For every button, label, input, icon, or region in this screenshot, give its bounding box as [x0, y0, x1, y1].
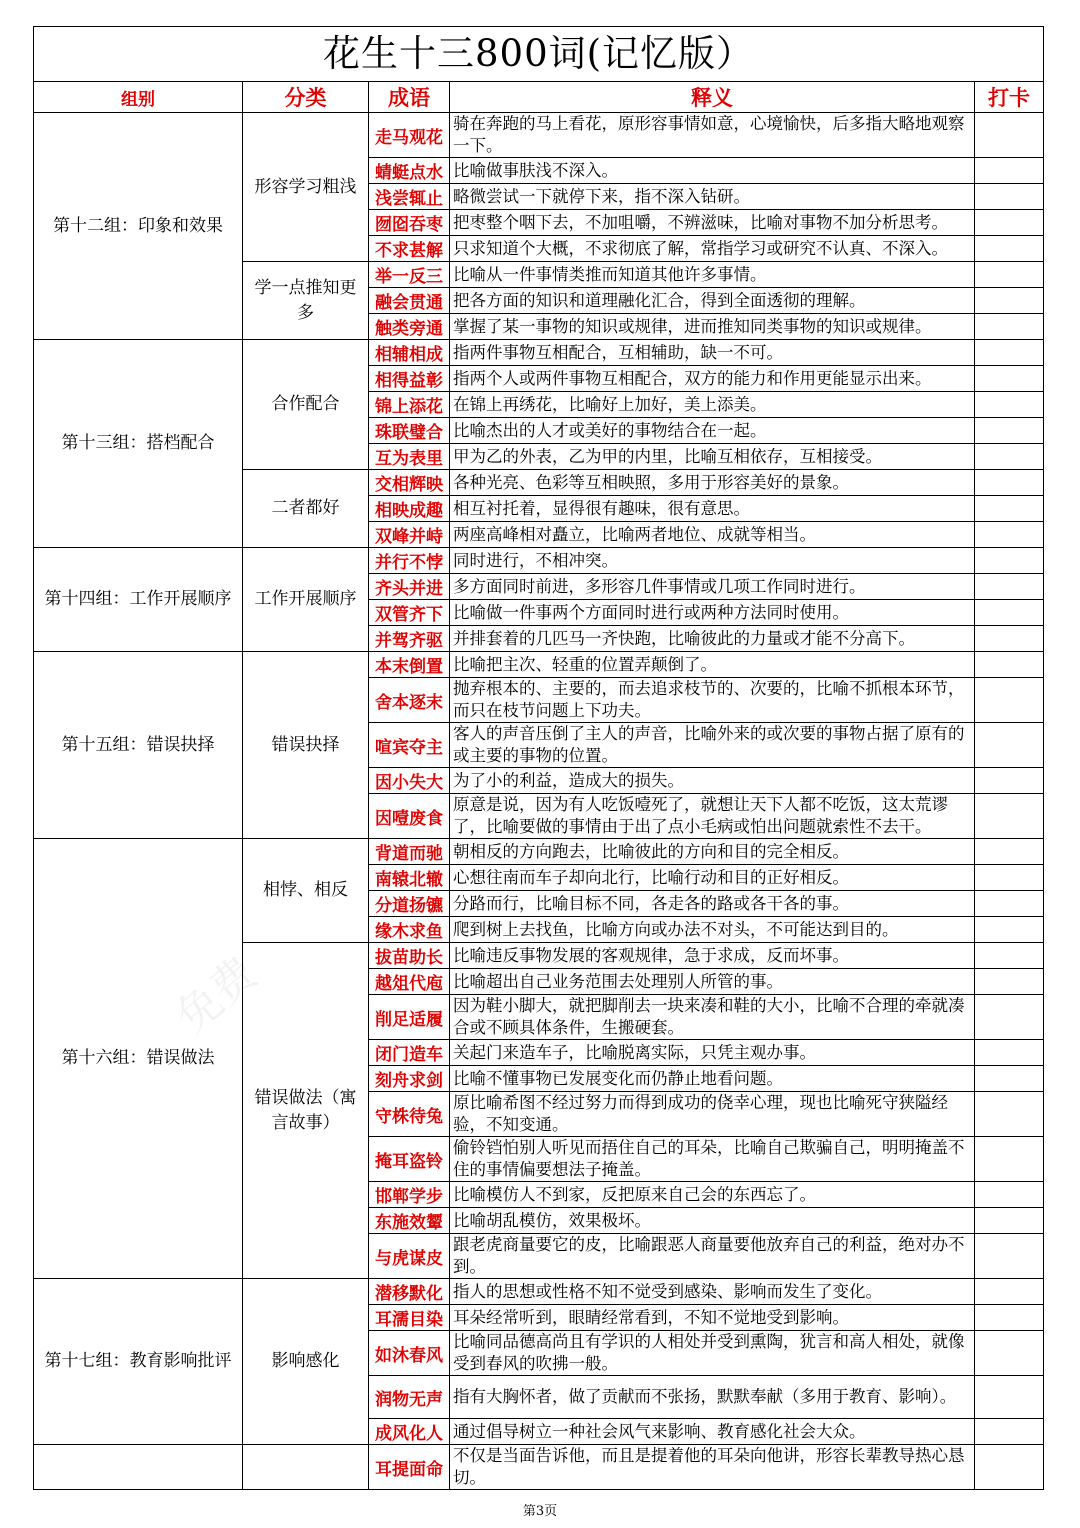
- idiom-table: [33, 26, 1044, 1490]
- table-row: [34, 652, 1044, 678]
- meaning-cell: 各种光亮、色彩等互相映照，多用于形容美好的景象。: [450, 470, 975, 496]
- category-cell: 工作开展顺序: [243, 548, 369, 652]
- idiom-cell: 锦上添花: [369, 392, 450, 418]
- meaning-cell: 在锦上再绣花，比喻好上加好，美上添美。: [450, 392, 975, 418]
- meaning-cell: 相互衬托着，显得很有趣味，很有意思。: [450, 496, 975, 522]
- meaning-cell: 比喻同品德高尚且有学识的人相处并受到熏陶，犹言和高人相处，就像受到春风的吹拂一般。: [450, 1331, 975, 1376]
- idiom-cell: 东施效颦: [369, 1208, 450, 1234]
- idiom-cell: 如沐春风: [369, 1331, 450, 1376]
- idiom-cell: 耳提面命: [369, 1445, 450, 1490]
- meaning-cell: 并排套着的几匹马一齐快跑，比喻彼此的力量或才能不分高下。: [450, 626, 975, 652]
- check-cell[interactable]: [975, 418, 1044, 444]
- meaning-cell: 比喻把主次、轻重的位置弄颠倒了。: [450, 652, 975, 678]
- check-cell[interactable]: [975, 1234, 1044, 1279]
- check-cell[interactable]: [975, 794, 1044, 839]
- idiom-cell: 走马观花: [369, 113, 450, 158]
- meaning-cell: 心想往南而车子却向北行，比喻行动和目的正好相反。: [450, 865, 975, 891]
- meaning-cell: 客人的声音压倒了主人的声音，比喻外来的或次要的事物占据了原有的或主要的事物的位置。: [450, 723, 975, 768]
- check-cell[interactable]: [975, 943, 1044, 969]
- idiom-cell: 浅尝辄止: [369, 184, 450, 210]
- category-cell: 影响感化: [243, 1279, 369, 1445]
- check-cell[interactable]: [975, 574, 1044, 600]
- check-cell[interactable]: [975, 969, 1044, 995]
- meaning-cell: 指有大胸怀者，做了贡献而不张扬，默默奉献（多用于教育、影响）。: [450, 1376, 975, 1419]
- header-category: 分类: [243, 82, 369, 113]
- idiom-cell: 相辅相成: [369, 340, 450, 366]
- meaning-cell: 偷铃铛怕别人听见而捂住自己的耳朵，比喻自己欺骗自己，明明掩盖不住的事情偏要想法子掩盖。: [450, 1137, 975, 1182]
- check-cell[interactable]: [975, 496, 1044, 522]
- meaning-cell: 同时进行，不相冲突。: [450, 548, 975, 574]
- meaning-cell: 指两件事物互相配合，互相辅助，缺一不可。: [450, 340, 975, 366]
- meaning-cell: 分路而行，比喻目标不同，各走各的路或各干各的事。: [450, 891, 975, 917]
- group-cell: 第十三组：搭档配合: [34, 340, 243, 548]
- table-row: [34, 548, 1044, 574]
- check-cell[interactable]: [975, 1331, 1044, 1376]
- idiom-cell: 削足适履: [369, 995, 450, 1040]
- category-cell: [243, 1445, 369, 1490]
- check-cell[interactable]: [975, 1182, 1044, 1208]
- idiom-cell: 交相辉映: [369, 470, 450, 496]
- idiom-cell: 与虎谋皮: [369, 1234, 450, 1279]
- table-row: [34, 839, 1044, 865]
- check-cell[interactable]: [975, 366, 1044, 392]
- idiom-cell: 分道扬镳: [369, 891, 450, 917]
- meaning-cell: 掌握了某一事物的知识或规律，进而推知同类事物的知识或规律。: [450, 314, 975, 340]
- idiom-cell: 互为表里: [369, 444, 450, 470]
- check-cell[interactable]: [975, 1040, 1044, 1066]
- check-cell[interactable]: [975, 1305, 1044, 1331]
- category-cell: 二者都好: [243, 470, 369, 548]
- idiom-cell: 因小失大: [369, 768, 450, 794]
- meaning-cell: 比喻违反事物发展的客观规律，急于求成，反而坏事。: [450, 943, 975, 969]
- table-row: [34, 340, 1044, 366]
- check-cell[interactable]: [975, 865, 1044, 891]
- group-cell: 第十四组：工作开展顺序: [34, 548, 243, 652]
- meaning-cell: 甲为乙的外表，乙为甲的内里，比喻互相依存，互相接受。: [450, 444, 975, 470]
- group-cell: 第十六组：错误做法: [34, 839, 243, 1279]
- group-cell: [34, 1445, 243, 1490]
- meaning-cell: 因为鞋小脚大，就把脚削去一块来凑和鞋的大小，比喻不合理的牵就凑合或不顾具体条件，生搬硬套。: [450, 995, 975, 1040]
- idiom-cell: 越俎代庖: [369, 969, 450, 995]
- idiom-cell: 因噎废食: [369, 794, 450, 839]
- page-number: 第3页: [522, 1504, 558, 1519]
- page-title: 花生十三800词(记忆版）: [34, 27, 1044, 82]
- meaning-cell: 比喻杰出的人才或美好的事物结合在一起。: [450, 418, 975, 444]
- idiom-cell: 拔苗助长: [369, 943, 450, 969]
- idiom-cell: 掩耳盗铃: [369, 1137, 450, 1182]
- check-cell[interactable]: [975, 839, 1044, 865]
- table-row: [34, 1445, 1044, 1490]
- meaning-cell: 通过倡导树立一种社会风气来影响、教育感化社会大众。: [450, 1419, 975, 1445]
- idiom-cell: 不求甚解: [369, 236, 450, 262]
- check-cell[interactable]: [975, 184, 1044, 210]
- check-cell[interactable]: [975, 210, 1044, 236]
- meaning-cell: 跟老虎商量要它的皮，比喻跟恶人商量要他放弃自己的利益，绝对办不到。: [450, 1234, 975, 1279]
- group-cell: 第十二组：印象和效果: [34, 113, 243, 340]
- meaning-cell: 把各方面的知识和道理融化汇合，得到全面透彻的理解。: [450, 288, 975, 314]
- category-cell: 形容学习粗浅: [243, 113, 369, 262]
- meaning-cell: 比喻不懂事物已发展变化而仍静止地看问题。: [450, 1066, 975, 1092]
- category-cell: 相悖、相反: [243, 839, 369, 943]
- idiom-cell: 成风化人: [369, 1419, 450, 1445]
- table-row: [34, 1279, 1044, 1305]
- meaning-cell: 两座高峰相对矗立，比喻两者地位、成就等相当。: [450, 522, 975, 548]
- idiom-cell: 齐头并进: [369, 574, 450, 600]
- category-cell: 合作配合: [243, 340, 369, 470]
- watermark: 免费: [166, 947, 267, 1044]
- header-meaning: 释义: [450, 82, 975, 113]
- idiom-cell: 本末倒置: [369, 652, 450, 678]
- meaning-cell: 原意是说，因为有人吃饭噎死了，就想让天下人都不吃饭，这太荒谬了，比喻要做的事情由于出了点小毛病或怕出问题就索性不去干。: [450, 794, 975, 839]
- check-cell[interactable]: [975, 522, 1044, 548]
- meaning-cell: 把枣整个咽下去，不加咀嚼，不辨滋味，比喻对事物不加分析思考。: [450, 210, 975, 236]
- check-cell[interactable]: [975, 626, 1044, 652]
- idiom-cell: 喧宾夺主: [369, 723, 450, 768]
- idiom-cell: 相得益彰: [369, 366, 450, 392]
- meaning-cell: 抛弃根本的、主要的，而去追求枝节的、次要的，比喻不抓根本环节，而只在枝节问题上下功夫。: [450, 678, 975, 723]
- idiom-cell: 守株待兔: [369, 1092, 450, 1137]
- meaning-cell: 比喻胡乱模仿，效果极坏。: [450, 1208, 975, 1234]
- table-body: [34, 113, 1044, 1490]
- check-cell[interactable]: [975, 470, 1044, 496]
- check-cell[interactable]: [975, 236, 1044, 262]
- meaning-cell: 朝相反的方向跑去，比喻彼此的方向和目的完全相反。: [450, 839, 975, 865]
- idiom-cell: 并行不悖: [369, 548, 450, 574]
- check-cell[interactable]: [975, 158, 1044, 184]
- idiom-cell: 南辕北辙: [369, 865, 450, 891]
- idiom-cell: 耳濡目染: [369, 1305, 450, 1331]
- check-cell[interactable]: [975, 723, 1044, 768]
- idiom-cell: 举一反三: [369, 262, 450, 288]
- check-cell[interactable]: [975, 340, 1044, 366]
- meaning-cell: 骑在奔跑的马上看花，原形容事情如意，心境愉快，后多指大略地观察一下。: [450, 113, 975, 158]
- idiom-cell: 融会贯通: [369, 288, 450, 314]
- idiom-cell: 触类旁通: [369, 314, 450, 340]
- check-cell[interactable]: [975, 1208, 1044, 1234]
- idiom-cell: 双峰并峙: [369, 522, 450, 548]
- group-cell: 第十七组：教育影响批评: [34, 1279, 243, 1445]
- check-cell[interactable]: [975, 600, 1044, 626]
- check-cell[interactable]: [975, 288, 1044, 314]
- idiom-cell: 刻舟求剑: [369, 1066, 450, 1092]
- meaning-cell: 关起门来造车子，比喻脱离实际，只凭主观办事。: [450, 1040, 975, 1066]
- idiom-cell: 并驾齐驱: [369, 626, 450, 652]
- check-cell[interactable]: [975, 392, 1044, 418]
- check-cell[interactable]: [975, 768, 1044, 794]
- meaning-cell: 爬到树上去找鱼，比喻方向或办法不对头，不可能达到目的。: [450, 917, 975, 943]
- meaning-cell: 比喻从一件事情类推而知道其他许多事情。: [450, 262, 975, 288]
- check-cell[interactable]: [975, 314, 1044, 340]
- meaning-cell: 多方面同时前进，多形容几件事情或几项工作同时进行。: [450, 574, 975, 600]
- idiom-cell: 背道而驰: [369, 839, 450, 865]
- meaning-cell: 不仅是当面告诉他，而且是提着他的耳朵向他讲，形容长辈教导热心恳切。: [450, 1445, 975, 1490]
- group-cell: 第十五组：错误抉择: [34, 652, 243, 839]
- check-cell[interactable]: [975, 1279, 1044, 1305]
- check-cell[interactable]: [975, 262, 1044, 288]
- meaning-cell: 指两个人或两件事物互相配合，双方的能力和作用更能显示出来。: [450, 366, 975, 392]
- check-cell[interactable]: [975, 1376, 1044, 1419]
- check-cell[interactable]: [975, 891, 1044, 917]
- idiom-cell: 蜻蜓点水: [369, 158, 450, 184]
- idiom-cell: 珠联璧合: [369, 418, 450, 444]
- meaning-cell: 耳朵经常听到，眼睛经常看到，不知不觉地受到影响。: [450, 1305, 975, 1331]
- meaning-cell: 原比喻希图不经过努力而得到成功的侥幸心理，现也比喻死守狭隘经验，不知变通。: [450, 1092, 975, 1137]
- header-group: 组别: [34, 82, 243, 113]
- meaning-cell: 比喻超出自己业务范围去处理别人所管的事。: [450, 969, 975, 995]
- check-cell[interactable]: [975, 917, 1044, 943]
- idiom-sheet: [33, 26, 1043, 1488]
- idiom-cell: 舍本逐末: [369, 678, 450, 723]
- idiom-cell: 双管齐下: [369, 600, 450, 626]
- meaning-cell: 指人的思想或性格不知不觉受到感染、影响而发生了变化。: [450, 1279, 975, 1305]
- idiom-cell: 潜移默化: [369, 1279, 450, 1305]
- idiom-cell: 囫囵吞枣: [369, 210, 450, 236]
- meaning-cell: 比喻模仿人不到家，反把原来自己会的东西忘了。: [450, 1182, 975, 1208]
- check-cell[interactable]: [975, 1445, 1044, 1490]
- meaning-cell: 比喻做事肤浅不深入。: [450, 158, 975, 184]
- meaning-cell: 比喻做一件事两个方面同时进行或两种方法同时使用。: [450, 600, 975, 626]
- check-cell[interactable]: [975, 548, 1044, 574]
- check-cell[interactable]: [975, 113, 1044, 158]
- check-cell[interactable]: [975, 652, 1044, 678]
- category-cell: 错误做法（寓言故事）: [243, 943, 369, 1279]
- meaning-cell: 只求知道个大概，不求彻底了解，常指学习或研究不认真、不深入。: [450, 236, 975, 262]
- check-cell[interactable]: [975, 1066, 1044, 1092]
- idiom-cell: 润物无声: [369, 1376, 450, 1419]
- meaning-cell: 略微尝试一下就停下来，指不深入钻研。: [450, 184, 975, 210]
- category-cell: 学一点推知更多: [243, 262, 369, 340]
- header-idiom: 成语: [369, 82, 450, 113]
- header-check: 打卡: [975, 82, 1044, 113]
- check-cell[interactable]: [975, 1419, 1044, 1445]
- idiom-cell: 相映成趣: [369, 496, 450, 522]
- idiom-cell: 邯郸学步: [369, 1182, 450, 1208]
- meaning-cell: 为了小的利益，造成大的损失。: [450, 768, 975, 794]
- idiom-cell: 缘木求鱼: [369, 917, 450, 943]
- idiom-cell: 闭门造车: [369, 1040, 450, 1066]
- check-cell[interactable]: [975, 1092, 1044, 1137]
- check-cell[interactable]: [975, 1137, 1044, 1182]
- category-cell: 错误抉择: [243, 652, 369, 839]
- table-row: [34, 113, 1044, 158]
- check-cell[interactable]: [975, 995, 1044, 1040]
- check-cell[interactable]: [975, 678, 1044, 723]
- check-cell[interactable]: [975, 444, 1044, 470]
